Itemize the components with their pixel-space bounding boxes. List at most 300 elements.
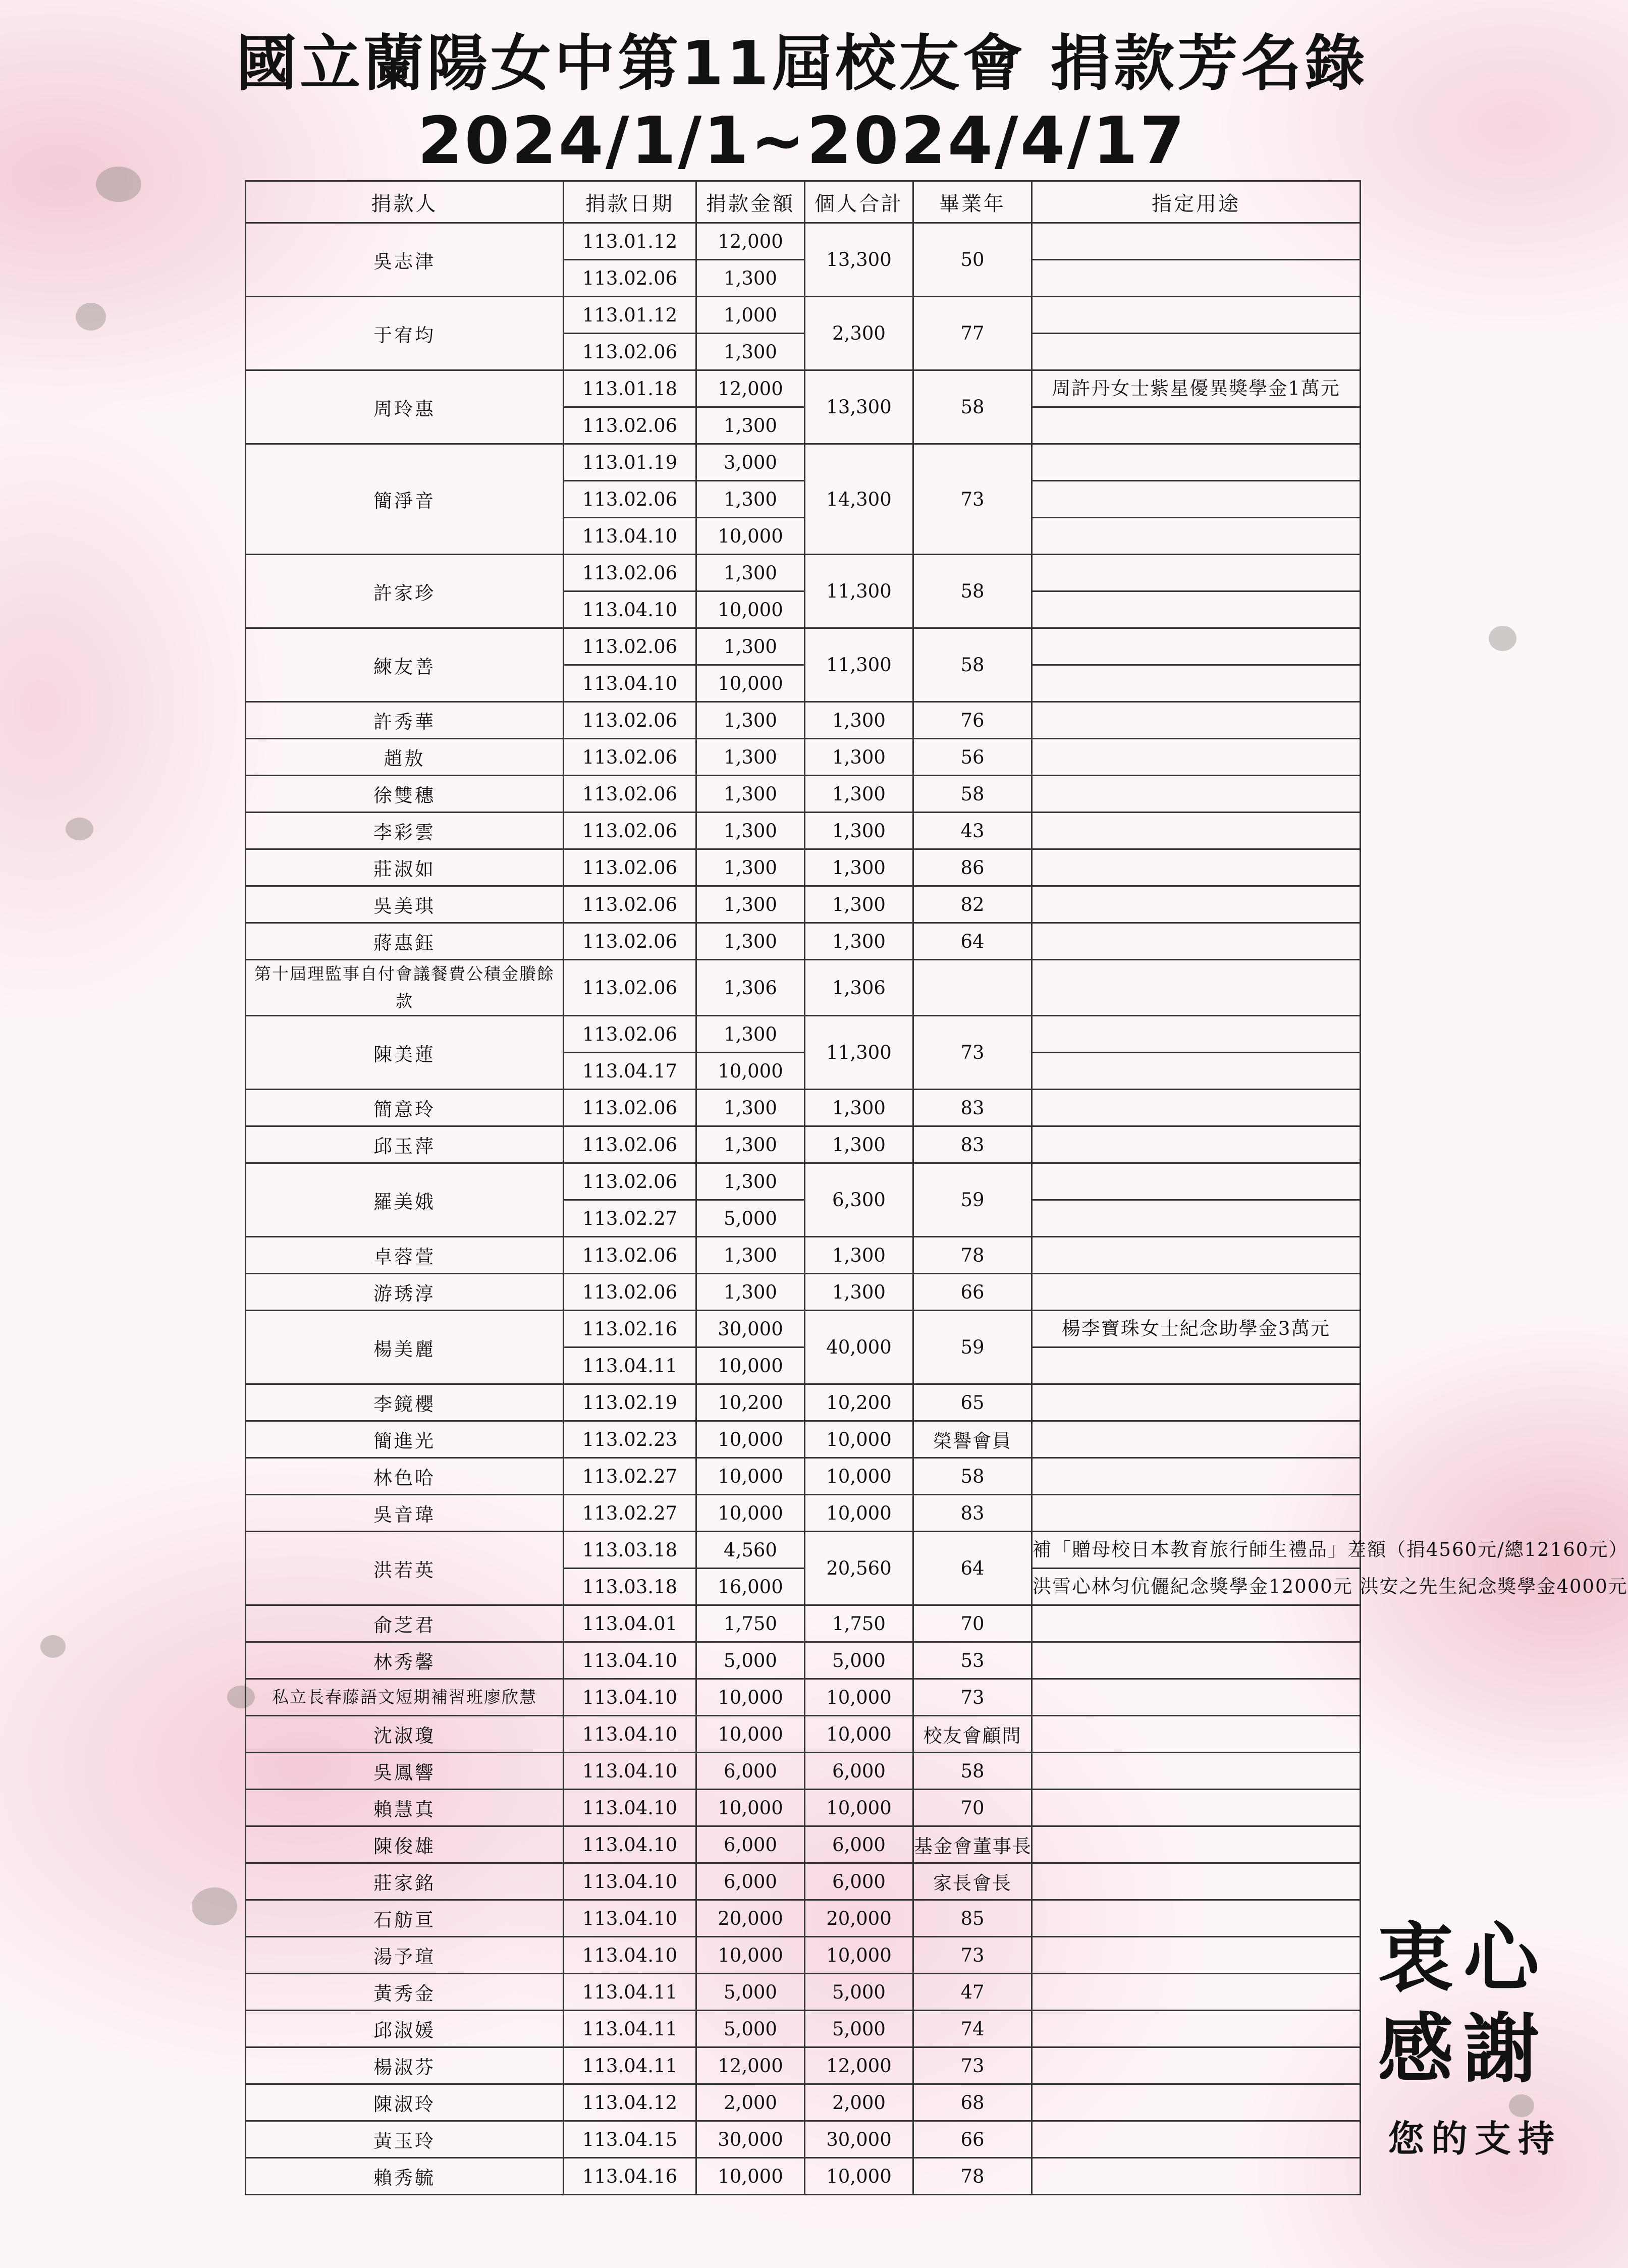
purpose-cell <box>1032 223 1361 260</box>
total-cell: 10,000 <box>805 1937 913 1974</box>
grad-year-cell: 58 <box>913 1458 1032 1495</box>
donor-name-cell: 黃玉玲 <box>246 2121 564 2158</box>
total-cell: 13,300 <box>805 370 913 444</box>
table-row <box>246 813 1361 849</box>
donor-name-cell: 第十屆理監事自付會議餐費公積金賸餘款 <box>246 960 564 1016</box>
table-row <box>246 1126 1361 1163</box>
donor-name-cell: 林秀馨 <box>246 1642 564 1679</box>
grad-year-cell: 68 <box>913 2084 1032 2121</box>
purpose-cell <box>1032 591 1361 628</box>
date-cell: 113.04.15 <box>564 2121 696 2158</box>
amount-cell: 1,300 <box>696 923 805 960</box>
grad-year-cell: 56 <box>913 739 1032 776</box>
date-cell: 113.02.06 <box>564 813 696 849</box>
date-cell: 113.04.10 <box>564 1716 696 1753</box>
amount-cell: 20,000 <box>696 1900 805 1937</box>
amount-cell: 1,300 <box>696 555 805 591</box>
amount-cell: 1,300 <box>696 407 805 444</box>
purpose-cell: 洪雪心林匀伉儷紀念獎學金12000元 洪安之先生紀念獎學金4000元 <box>1032 1569 1361 1605</box>
purpose-cell <box>1032 260 1361 297</box>
date-cell: 113.02.06 <box>564 739 696 776</box>
total-cell: 40,000 <box>805 1311 913 1384</box>
total-cell: 12,000 <box>805 2047 913 2084</box>
amount-cell: 1,300 <box>696 628 805 665</box>
donor-name-cell: 沈淑瓊 <box>246 1716 564 1753</box>
amount-cell: 1,300 <box>696 739 805 776</box>
table-row <box>246 370 1361 407</box>
grad-year-cell: 校友會顧問 <box>913 1716 1032 1753</box>
purpose-cell <box>1032 1421 1361 1458</box>
date-cell: 113.01.12 <box>564 223 696 260</box>
purpose-cell <box>1032 1200 1361 1237</box>
purpose-cell <box>1032 1974 1361 2011</box>
grad-year-cell: 78 <box>913 2158 1032 2195</box>
amount-cell: 4,560 <box>696 1532 805 1569</box>
date-cell: 113.04.11 <box>564 2047 696 2084</box>
amount-cell: 10,000 <box>696 665 805 702</box>
grad-year-cell: 86 <box>913 849 1032 886</box>
date-cell: 113.04.10 <box>564 1863 696 1900</box>
amount-cell: 1,000 <box>696 297 805 334</box>
date-cell: 113.04.10 <box>564 591 696 628</box>
donor-name-cell: 賴秀毓 <box>246 2158 564 2195</box>
total-cell: 10,200 <box>805 1384 913 1421</box>
donor-name-cell: 邱玉萍 <box>246 1126 564 1163</box>
donor-name-cell: 吳鳳響 <box>246 1753 564 1790</box>
grad-year-cell: 66 <box>913 2121 1032 2158</box>
purpose-cell <box>1032 886 1361 923</box>
amount-cell: 3,000 <box>696 444 805 481</box>
date-cell: 113.04.10 <box>564 1642 696 1679</box>
date-cell: 113.04.16 <box>564 2158 696 2195</box>
date-cell: 113.04.10 <box>564 665 696 702</box>
total-cell: 5,000 <box>805 1642 913 1679</box>
donor-name-cell: 賴慧真 <box>246 1790 564 1826</box>
table-row <box>246 1311 1361 1347</box>
table-row <box>246 702 1361 739</box>
table-row <box>246 886 1361 923</box>
amount-cell: 10,000 <box>696 1679 805 1716</box>
table-row <box>246 555 1361 591</box>
purpose-cell <box>1032 334 1361 370</box>
donor-name-cell: 趙敖 <box>246 739 564 776</box>
grad-year-cell <box>913 960 1032 1016</box>
table-row <box>246 1163 1361 1200</box>
amount-cell: 5,000 <box>696 1200 805 1237</box>
table-row <box>246 2011 1361 2047</box>
date-cell: 113.02.06 <box>564 481 696 518</box>
table-row <box>246 1237 1361 1274</box>
amount-cell: 10,000 <box>696 1937 805 1974</box>
date-cell: 113.04.10 <box>564 1790 696 1826</box>
donor-name-cell: 陳俊雄 <box>246 1826 564 1863</box>
purpose-cell <box>1032 2158 1361 2195</box>
date-cell: 113.02.06 <box>564 1126 696 1163</box>
date-cell: 113.02.27 <box>564 1495 696 1532</box>
grad-year-cell: 85 <box>913 1900 1032 1937</box>
table-row <box>246 1495 1361 1532</box>
table-row <box>246 1716 1361 1753</box>
donor-name-cell: 楊淑芬 <box>246 2047 564 2084</box>
amount-cell: 12,000 <box>696 223 805 260</box>
ink-blot <box>76 303 106 331</box>
table-row <box>246 1826 1361 1863</box>
purpose-cell: 周許丹女士紫星優異獎學金1萬元 <box>1032 370 1361 407</box>
table-row <box>246 444 1361 481</box>
purpose-cell <box>1032 481 1361 518</box>
date-cell: 113.02.06 <box>564 407 696 444</box>
purpose-cell <box>1032 444 1361 481</box>
thanks-block <box>1378 1913 1580 2162</box>
amount-cell: 1,300 <box>696 776 805 813</box>
table-row <box>246 776 1361 813</box>
grad-year-cell: 59 <box>913 1311 1032 1384</box>
grad-year-cell: 77 <box>913 297 1032 370</box>
column-header: 捐款金額 <box>696 181 805 223</box>
grad-year-cell: 43 <box>913 813 1032 849</box>
column-header: 指定用途 <box>1032 181 1361 223</box>
purpose-cell <box>1032 923 1361 960</box>
date-cell: 113.04.10 <box>564 1937 696 1974</box>
date-cell: 113.04.10 <box>564 1679 696 1716</box>
purpose-cell <box>1032 1605 1361 1642</box>
amount-cell: 6,000 <box>696 1863 805 1900</box>
grad-year-cell: 73 <box>913 1016 1032 1090</box>
purpose-cell <box>1032 2084 1361 2121</box>
donor-name-cell: 私立長春藤語文短期補習班廖欣慧 <box>246 1679 564 1716</box>
table-row <box>246 1421 1361 1458</box>
grad-year-cell: 83 <box>913 1126 1032 1163</box>
donor-name-cell: 許家珍 <box>246 555 564 628</box>
donor-name-cell: 湯予瑄 <box>246 1937 564 1974</box>
purpose-cell <box>1032 2011 1361 2047</box>
table-row <box>246 1090 1361 1126</box>
amount-cell: 30,000 <box>696 1311 805 1347</box>
table-header-row <box>246 181 1361 223</box>
purpose-cell <box>1032 1347 1361 1384</box>
purpose-cell <box>1032 1053 1361 1090</box>
date-cell: 113.02.06 <box>564 1016 696 1053</box>
total-cell: 5,000 <box>805 2011 913 2047</box>
total-cell: 1,300 <box>805 849 913 886</box>
amount-cell: 10,000 <box>696 1790 805 1826</box>
amount-cell: 10,000 <box>696 591 805 628</box>
grad-year-cell: 73 <box>913 1937 1032 1974</box>
purpose-cell <box>1032 1863 1361 1900</box>
amount-cell: 10,000 <box>696 1347 805 1384</box>
purpose-cell <box>1032 2047 1361 2084</box>
total-cell: 1,306 <box>805 960 913 1016</box>
grad-year-cell: 73 <box>913 1679 1032 1716</box>
purpose-cell <box>1032 1237 1361 1274</box>
donor-name-cell: 莊家銘 <box>246 1863 564 1900</box>
thanks-line: 感謝 <box>1378 2005 1550 2093</box>
total-cell: 1,300 <box>805 776 913 813</box>
purpose-cell <box>1032 739 1361 776</box>
table-row <box>246 223 1361 260</box>
donor-name-cell: 周玲惠 <box>246 370 564 444</box>
purpose-cell <box>1032 1716 1361 1753</box>
purpose-cell <box>1032 1753 1361 1790</box>
purpose-cell <box>1032 2121 1361 2158</box>
total-cell: 10,000 <box>805 1790 913 1826</box>
date-cell: 113.01.18 <box>564 370 696 407</box>
date-cell: 113.02.06 <box>564 1274 696 1311</box>
grad-year-cell: 榮譽會員 <box>913 1421 1032 1458</box>
donor-name-cell: 卓蓉萱 <box>246 1237 564 1274</box>
amount-cell: 1,300 <box>696 1126 805 1163</box>
amount-cell: 1,750 <box>696 1605 805 1642</box>
grad-year-cell: 家長會長 <box>913 1863 1032 1900</box>
date-cell: 113.02.06 <box>564 1090 696 1126</box>
amount-cell: 1,300 <box>696 260 805 297</box>
ink-blot <box>1489 626 1516 651</box>
purpose-cell <box>1032 407 1361 444</box>
date-cell: 113.04.10 <box>564 1753 696 1790</box>
date-cell: 113.04.10 <box>564 1900 696 1937</box>
total-cell: 20,560 <box>805 1532 913 1605</box>
grad-year-cell: 83 <box>913 1495 1032 1532</box>
grad-year-cell: 58 <box>913 370 1032 444</box>
total-cell: 10,000 <box>805 1716 913 1753</box>
total-cell: 2,000 <box>805 2084 913 2121</box>
donor-name-cell: 洪若英 <box>246 1532 564 1605</box>
amount-cell: 5,000 <box>696 2011 805 2047</box>
table-row <box>246 849 1361 886</box>
total-cell: 11,300 <box>805 555 913 628</box>
grad-year-cell: 66 <box>913 1274 1032 1311</box>
amount-cell: 1,300 <box>696 849 805 886</box>
grad-year-cell: 64 <box>913 923 1032 960</box>
donor-name-cell: 徐雙穗 <box>246 776 564 813</box>
amount-cell: 1,300 <box>696 1016 805 1053</box>
table-row <box>246 1679 1361 1716</box>
grad-year-cell: 65 <box>913 1384 1032 1421</box>
donor-name-cell: 李鏡櫻 <box>246 1384 564 1421</box>
table-row <box>246 1863 1361 1900</box>
table-row <box>246 1384 1361 1421</box>
purpose-cell <box>1032 702 1361 739</box>
purpose-cell: 補「贈母校日本教育旅行師生禮品」差額（捐4560元/總12160元） <box>1032 1532 1361 1569</box>
purpose-cell <box>1032 960 1361 1016</box>
total-cell: 10,000 <box>805 1495 913 1532</box>
amount-cell: 1,300 <box>696 886 805 923</box>
table-row <box>246 739 1361 776</box>
donor-name-cell: 羅美娥 <box>246 1163 564 1237</box>
donor-name-cell: 簡進光 <box>246 1421 564 1458</box>
total-cell: 1,300 <box>805 1090 913 1126</box>
table-row <box>246 2121 1361 2158</box>
table-row <box>246 1900 1361 1937</box>
date-cell: 113.04.11 <box>564 1974 696 2011</box>
purpose-cell <box>1032 849 1361 886</box>
thanks-line: 衷心 <box>1378 1914 1550 2003</box>
donor-name-cell: 吳志津 <box>246 223 564 297</box>
date-cell: 113.02.06 <box>564 776 696 813</box>
donor-name-cell: 于宥均 <box>246 297 564 370</box>
purpose-cell <box>1032 1900 1361 1937</box>
grad-year-cell: 50 <box>913 223 1032 297</box>
total-cell: 6,300 <box>805 1163 913 1237</box>
amount-cell: 10,000 <box>696 1421 805 1458</box>
purpose-cell <box>1032 1495 1361 1532</box>
donor-name-cell: 楊美麗 <box>246 1311 564 1384</box>
grad-year-cell: 73 <box>913 2047 1032 2084</box>
amount-cell: 1,306 <box>696 960 805 1016</box>
table-row <box>246 628 1361 665</box>
total-cell: 11,300 <box>805 1016 913 1090</box>
total-cell: 1,300 <box>805 739 913 776</box>
amount-cell: 10,000 <box>696 1495 805 1532</box>
amount-cell: 12,000 <box>696 2047 805 2084</box>
donor-name-cell: 練友善 <box>246 628 564 702</box>
table-row <box>246 1532 1361 1569</box>
grad-year-cell: 47 <box>913 1974 1032 2011</box>
amount-cell: 10,000 <box>696 518 805 555</box>
purpose-cell <box>1032 1274 1361 1311</box>
table-row <box>246 2047 1361 2084</box>
total-cell: 11,300 <box>805 628 913 702</box>
grad-year-cell: 59 <box>913 1163 1032 1237</box>
amount-cell: 12,000 <box>696 370 805 407</box>
amount-cell: 1,300 <box>696 334 805 370</box>
grad-year-cell: 53 <box>913 1642 1032 1679</box>
purpose-cell <box>1032 1126 1361 1163</box>
purpose-cell <box>1032 518 1361 555</box>
donor-name-cell: 游琇淳 <box>246 1274 564 1311</box>
amount-cell: 16,000 <box>696 1569 805 1605</box>
purpose-cell <box>1032 1790 1361 1826</box>
date-cell: 113.02.06 <box>564 849 696 886</box>
table-row <box>246 1458 1361 1495</box>
grad-year-cell: 58 <box>913 628 1032 702</box>
amount-cell: 5,000 <box>696 1974 805 2011</box>
table-row <box>246 2084 1361 2121</box>
date-cell: 113.02.06 <box>564 886 696 923</box>
donor-name-cell: 陳美蓮 <box>246 1016 564 1090</box>
table-row <box>246 1753 1361 1790</box>
total-cell: 10,000 <box>805 2158 913 2195</box>
grad-year-cell: 82 <box>913 886 1032 923</box>
grad-year-cell: 基金會董事長 <box>913 1826 1032 1863</box>
date-cell: 113.02.06 <box>564 960 696 1016</box>
total-cell: 1,300 <box>805 1237 913 1274</box>
table-row <box>246 960 1361 1016</box>
table-row <box>246 2158 1361 2195</box>
grad-year-cell: 70 <box>913 1605 1032 1642</box>
amount-cell: 1,300 <box>696 1274 805 1311</box>
purpose-cell <box>1032 813 1361 849</box>
grad-year-cell: 78 <box>913 1237 1032 1274</box>
amount-cell: 1,300 <box>696 813 805 849</box>
date-cell: 113.04.01 <box>564 1605 696 1642</box>
date-cell: 113.02.06 <box>564 260 696 297</box>
total-cell: 1,300 <box>805 1126 913 1163</box>
purpose-cell <box>1032 1384 1361 1421</box>
date-cell: 113.02.06 <box>564 1163 696 1200</box>
donor-name-cell: 蔣惠鈺 <box>246 923 564 960</box>
grad-year-cell: 64 <box>913 1532 1032 1605</box>
amount-cell: 10,000 <box>696 1053 805 1090</box>
purpose-cell <box>1032 1016 1361 1053</box>
column-header: 畢業年 <box>913 181 1032 223</box>
date-cell: 113.02.06 <box>564 334 696 370</box>
date-cell: 113.01.12 <box>564 297 696 334</box>
grad-year-cell: 83 <box>913 1090 1032 1126</box>
purpose-cell <box>1032 1826 1361 1863</box>
purpose-cell <box>1032 1163 1361 1200</box>
total-cell: 5,000 <box>805 1974 913 2011</box>
page-title: 國立蘭陽女中第11屆校友會 捐款芳名錄 <box>236 29 1368 99</box>
total-cell: 1,300 <box>805 702 913 739</box>
column-header: 捐款人 <box>246 181 564 223</box>
grad-year-cell: 73 <box>913 444 1032 555</box>
date-cell: 113.02.19 <box>564 1384 696 1421</box>
amount-cell: 10,200 <box>696 1384 805 1421</box>
date-cell: 113.02.06 <box>564 628 696 665</box>
amount-cell: 2,000 <box>696 2084 805 2121</box>
amount-cell: 1,300 <box>696 702 805 739</box>
total-cell: 1,300 <box>805 1274 913 1311</box>
table-row <box>246 1974 1361 2011</box>
total-cell: 1,750 <box>805 1605 913 1642</box>
table-row <box>246 297 1361 334</box>
donor-name-cell: 吳美琪 <box>246 886 564 923</box>
donor-name-cell: 黃秀金 <box>246 1974 564 2011</box>
total-cell: 10,000 <box>805 1421 913 1458</box>
amount-cell: 10,000 <box>696 1716 805 1753</box>
total-cell: 13,300 <box>805 223 913 297</box>
total-cell: 14,300 <box>805 444 913 555</box>
table-row <box>246 1790 1361 1826</box>
date-cell: 113.02.16 <box>564 1311 696 1347</box>
purpose-cell <box>1032 628 1361 665</box>
thanks-subline: 您的支持 <box>1388 2117 1562 2160</box>
total-cell: 6,000 <box>805 1863 913 1900</box>
total-cell: 1,300 <box>805 813 913 849</box>
purpose-cell <box>1032 665 1361 702</box>
donor-name-cell: 石舫亘 <box>246 1900 564 1937</box>
date-range: 2024/1/1~2024/4/17 <box>417 103 1187 179</box>
table-row <box>246 1937 1361 1974</box>
donor-name-cell: 俞芝君 <box>246 1605 564 1642</box>
amount-cell: 1,300 <box>696 481 805 518</box>
table-row <box>246 1605 1361 1642</box>
amount-cell: 6,000 <box>696 1753 805 1790</box>
grad-year-cell: 58 <box>913 555 1032 628</box>
amount-cell: 10,000 <box>696 1458 805 1495</box>
total-cell: 1,300 <box>805 886 913 923</box>
donor-name-cell: 莊淑如 <box>246 849 564 886</box>
purpose-cell <box>1032 1642 1361 1679</box>
donor-name-cell: 簡意玲 <box>246 1090 564 1126</box>
amount-cell: 10,000 <box>696 2158 805 2195</box>
date-cell: 113.03.18 <box>564 1569 696 1605</box>
date-cell: 113.04.17 <box>564 1053 696 1090</box>
table-row <box>246 923 1361 960</box>
grad-year-cell: 58 <box>913 776 1032 813</box>
amount-cell: 30,000 <box>696 2121 805 2158</box>
date-cell: 113.04.10 <box>564 1826 696 1863</box>
date-cell: 113.02.27 <box>564 1458 696 1495</box>
donor-name-cell: 林色哈 <box>246 1458 564 1495</box>
ink-blot <box>192 1887 237 1925</box>
grad-year-cell: 70 <box>913 1790 1032 1826</box>
donor-name-cell: 李彩雲 <box>246 813 564 849</box>
grad-year-cell: 76 <box>913 702 1032 739</box>
total-cell: 20,000 <box>805 1900 913 1937</box>
purpose-cell <box>1032 1090 1361 1126</box>
